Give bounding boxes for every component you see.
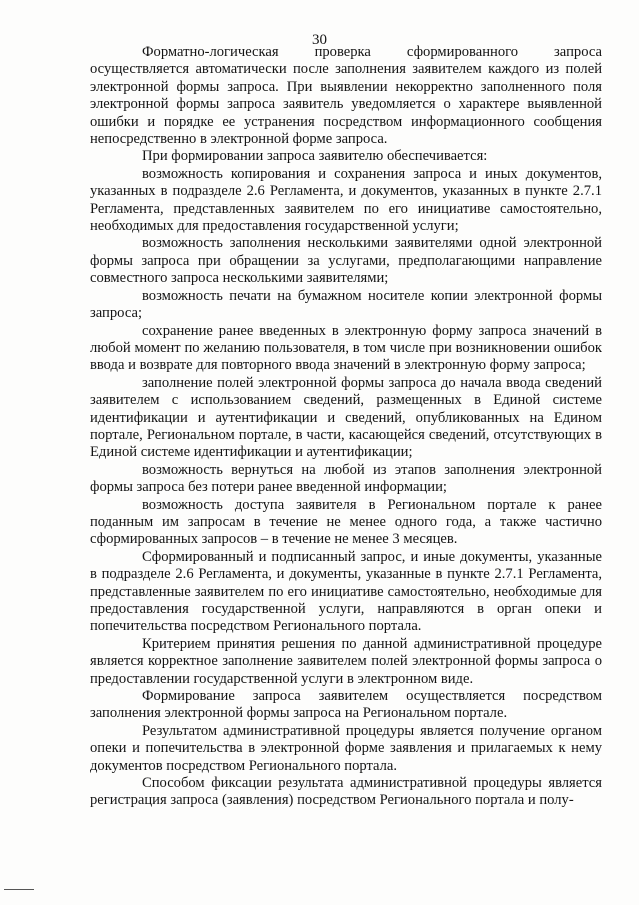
paragraph-save-values: сохранение ранее введенных в электронную форму запроса значений в любой момент по желанию пользователя, в том числе при возникновении ошибок ввода и возврате для повторного ввода значений в электронную форму запроса; bbox=[90, 322, 602, 374]
page-number: 30 bbox=[312, 32, 327, 48]
body-text bbox=[90, 44, 602, 810]
paragraph-request-provisions-intro: При формировании запроса заявителю обеспечивается: bbox=[142, 148, 488, 165]
paragraph-submitted-request: Сформированный и подписанный запрос, и иные документы, указанные в подразделе 2.6 Регламента, и документы, указанные в пункте 2.7.1 Регламента, представленные заявителем по его инициативе самостоятельно, необходимые для предоставления государственной услуги, направляются в орган опеки и попечительства посредством Регионального портала. bbox=[90, 548, 602, 635]
paragraph-autofill: заполнение полей электронной формы запроса до начала ввода сведений заявителем с использованием сведений, размещенных в Единой системе идентификации и аутентификации и сведений, опубликованных на Едином портале, Региональном портале, в части, касающейся сведений, отсутствующих в Единой системе идентификации и аутентификации; bbox=[90, 374, 602, 461]
paragraph-multiple-applicants: возможность заполнения несколькими заявителями одной электронной формы запроса при обращении за услугами, предполагающими направление совместного запроса несколькими заявителями; bbox=[90, 235, 602, 287]
paragraph-access-requests: возможность доступа заявителя в Региональном портале к ранее поданным им запросам в течение не менее одного года, а также частично сформированных запросов – в течение не менее 3 месяцев. bbox=[90, 496, 602, 548]
paragraph-copy-save: возможность копирования и сохранения запроса и иных документов, указанных в подразделе 2.6 Регламента, и документов, указанных в пункте 2.7.1 Регламента, представленных заявителем по его инициативе самостоятельно, необходимых для предоставления государственной услуги; bbox=[90, 165, 602, 235]
paragraph-result-fixation: Способом фиксации результата административной процедуры является регистрация запроса (заявления) посредством Регионального портала и полу- bbox=[90, 775, 602, 809]
footer-rule bbox=[4, 889, 34, 890]
paragraph-request-forming: Формирование запроса заявителем осуществляется посредством заполнения электронной формы запроса на Региональном портале. bbox=[90, 688, 602, 722]
paragraph-return-to-step: возможность вернуться на любой из этапов заполнения электронной формы запроса без потери ранее введенной информации; bbox=[90, 461, 602, 496]
paragraph-decision-criterion: Критерием принятия решения по данной административной процедуре является корректное заполнение заявителем полей электронной формы запроса о предоставлении государственной услуги в электронном виде. bbox=[90, 635, 602, 687]
paragraph-procedure-result: Результатом административной процедуры является получение органом опеки и попечительства в электронной форме заявления и прилагаемых к нему документов посредством Регионального портала. bbox=[90, 722, 602, 774]
paragraph-format-check: Форматно-логическая проверка сформированного запроса осуществляется автоматически после заполнения заявителем каждого из полей электронной формы запроса. При выявлении некорректно заполненного поля электронной формы запроса заявитель уведомляется о характере выявленной ошибки и порядке ее устранения посредством информационного сообщения непосредственно в электронной форме запроса. bbox=[90, 44, 602, 148]
paragraph-print: возможность печати на бумажном носителе копии электронной формы запроса; bbox=[90, 287, 602, 322]
